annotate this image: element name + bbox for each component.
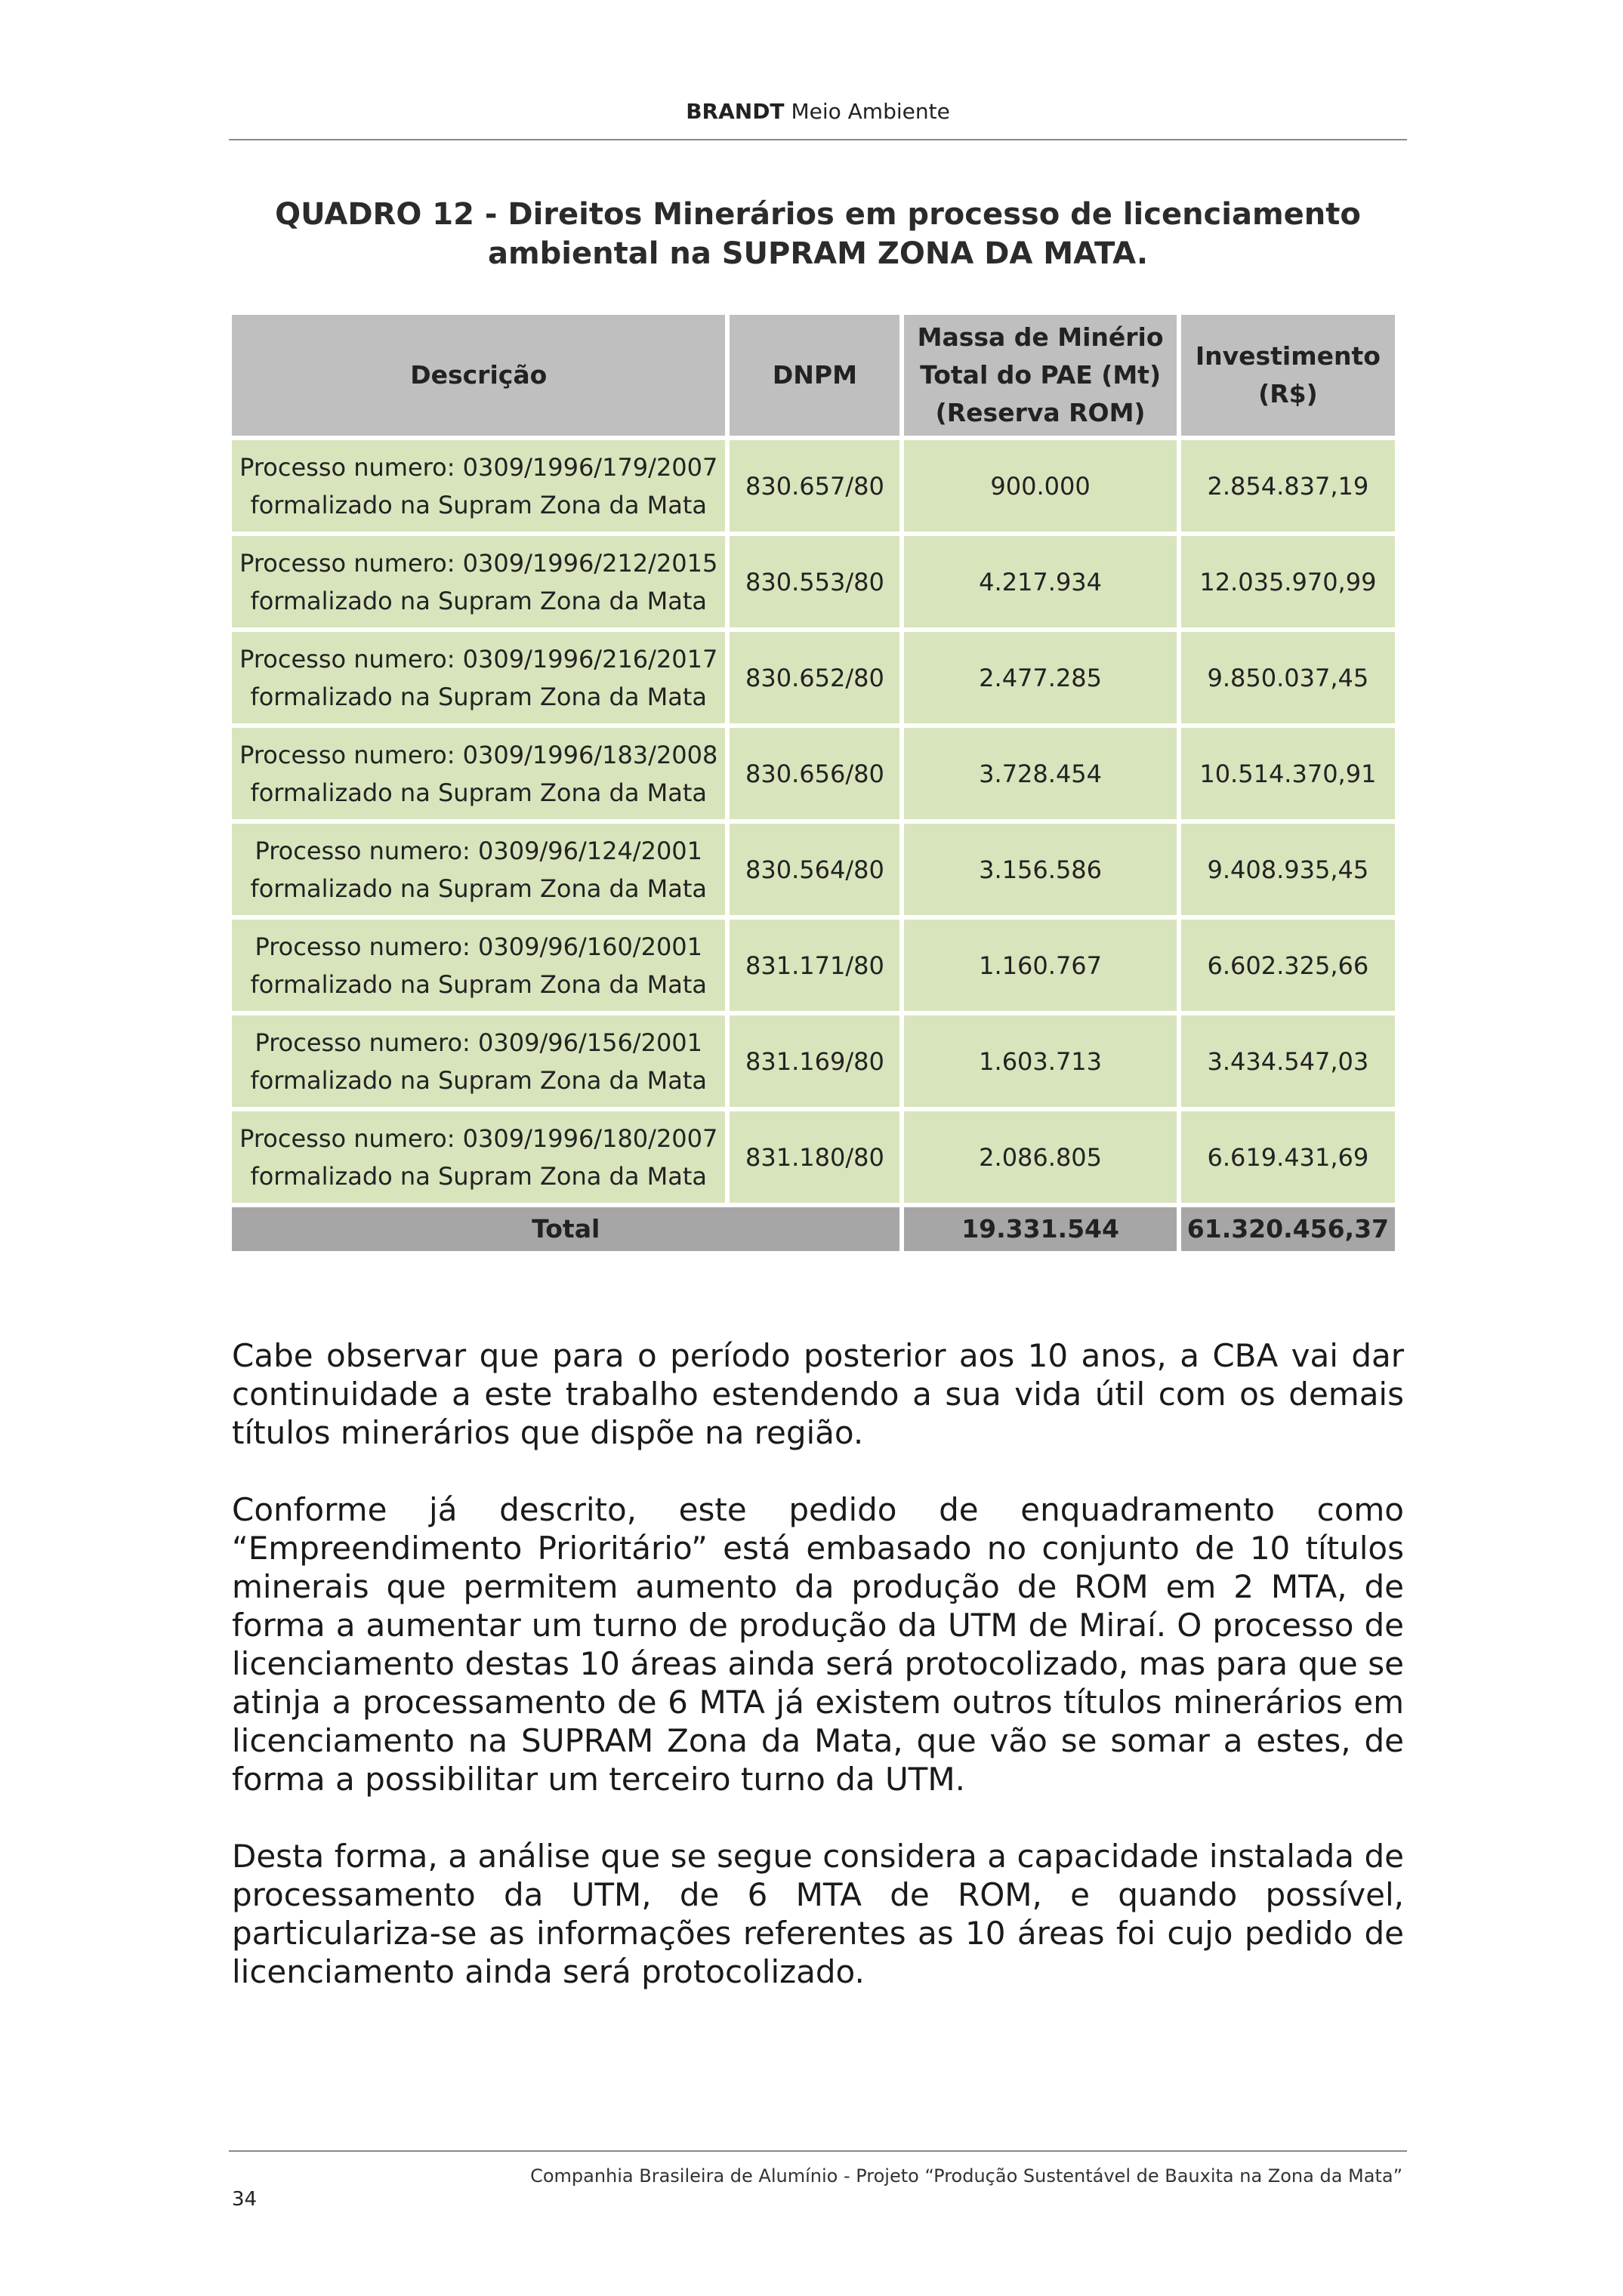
table-title-line-2: ambiental na SUPRAM ZONA DA MATA. — [487, 236, 1149, 271]
table-header-row — [232, 315, 1395, 436]
cell-massa: 1.603.713 — [904, 1015, 1176, 1107]
cell-descricao-line-2: formalizado na Supram Zona da Mata — [250, 1161, 708, 1191]
table-row — [232, 1111, 1395, 1203]
table-row — [232, 824, 1395, 915]
cell-descricao — [232, 440, 725, 532]
header-descricao: Descrição — [232, 315, 725, 436]
cell-descricao-line-2: formalizado na Supram Zona da Mata — [250, 586, 708, 615]
header-brand: BRANDT — [686, 99, 785, 124]
table-row — [232, 632, 1395, 723]
cell-investimento: 6.619.431,69 — [1181, 1111, 1395, 1203]
cell-descricao-line-1: Processo numero: 0309/1996/216/2017 — [239, 644, 718, 673]
cell-dnpm: 831.169/80 — [730, 1015, 899, 1107]
cell-investimento: 9.850.037,45 — [1181, 632, 1395, 723]
cell-descricao-line-1: Processo numero: 0309/96/124/2001 — [255, 836, 703, 865]
cell-investimento: 3.434.547,03 — [1181, 1015, 1395, 1107]
paragraph: Conforme já descrito, este pedido de enquadramento como “Empreendimento Prioritário” está embasado no conjunto de 10 títulos minerais que permitem aumento da produção de ROM em 2 MTA, de forma a aumentar um turno de produção da UTM de Miraí. O processo de licenciamento destas 10 áreas ainda será protocolizado, mas para que se atinja a processamento de 6 MTA já existem outros títulos minerários em licenciamento na SUPRAM Zona da Mata, que vão se somar a estes, de forma a possibilitar um terceiro turno da UTM. — [232, 1491, 1404, 1798]
cell-descricao — [232, 632, 725, 723]
cell-descricao-line-2: formalizado na Supram Zona da Mata — [250, 778, 708, 807]
cell-descricao — [232, 728, 725, 819]
header-massa-line-3: (Reserva ROM) — [935, 398, 1146, 427]
cell-dnpm: 831.171/80 — [730, 920, 899, 1011]
cell-descricao-line-1: Processo numero: 0309/96/160/2001 — [255, 932, 703, 961]
total-label: Total — [232, 1207, 899, 1251]
cell-massa: 2.477.285 — [904, 632, 1176, 723]
header-investimento — [1181, 315, 1395, 436]
cell-descricao-line-2: formalizado na Supram Zona da Mata — [250, 682, 708, 711]
cell-massa: 3.728.454 — [904, 728, 1176, 819]
table-row — [232, 1015, 1395, 1107]
cell-massa: 1.160.767 — [904, 920, 1176, 1011]
table-total-row — [232, 1207, 1395, 1251]
cell-descricao-line-2: formalizado na Supram Zona da Mata — [250, 1065, 708, 1095]
cell-dnpm: 830.657/80 — [730, 440, 899, 532]
paragraph: Desta forma, a análise que se segue considera a capacidade instalada de processamento da UTM, de 6 MTA de ROM, e quando possível, particulariza-se as informações referentes as 10 áreas foi cujo pedido de licenciamento ainda será protocolizado. — [232, 1838, 1404, 1990]
table-title — [229, 195, 1407, 273]
cell-investimento: 6.602.325,66 — [1181, 920, 1395, 1011]
cell-massa: 900.000 — [904, 440, 1176, 532]
cell-dnpm: 831.180/80 — [730, 1111, 899, 1203]
cell-descricao — [232, 1015, 725, 1107]
cell-descricao — [232, 1111, 725, 1203]
table-title-line-1: QUADRO 12 - Direitos Minerários em processo de licenciamento — [275, 197, 1361, 232]
cell-descricao — [232, 824, 725, 915]
cell-investimento: 2.854.837,19 — [1181, 440, 1395, 532]
cell-dnpm: 830.564/80 — [730, 824, 899, 915]
header-massa-line-1: Massa de Minério — [917, 322, 1164, 352]
cell-descricao-line-1: Processo numero: 0309/1996/212/2015 — [239, 548, 718, 578]
header-massa — [904, 315, 1176, 436]
cell-investimento: 9.408.935,45 — [1181, 824, 1395, 915]
cell-descricao-line-1: Processo numero: 0309/1996/179/2007 — [239, 452, 718, 482]
body-text — [232, 1336, 1404, 2029]
total-massa: 19.331.544 — [904, 1207, 1176, 1251]
table-row — [232, 728, 1395, 819]
cell-massa: 3.156.586 — [904, 824, 1176, 915]
cell-descricao — [232, 920, 725, 1011]
table-row — [232, 440, 1395, 532]
header-dnpm: DNPM — [730, 315, 899, 436]
cell-dnpm: 830.553/80 — [730, 536, 899, 627]
total-investimento: 61.320.456,37 — [1181, 1207, 1395, 1251]
page-footer — [229, 2150, 1407, 2187]
page-header — [229, 89, 1407, 140]
cell-investimento: 12.035.970,99 — [1181, 536, 1395, 627]
cell-descricao-line-1: Processo numero: 0309/96/156/2001 — [255, 1028, 703, 1057]
header-massa-line-2: Total do PAE (Mt) — [920, 360, 1162, 390]
cell-descricao-line-1: Processo numero: 0309/1996/183/2008 — [239, 740, 718, 769]
cell-descricao-line-1: Processo numero: 0309/1996/180/2007 — [239, 1123, 718, 1153]
table-row — [232, 536, 1395, 627]
footer-text: Companhia Brasileira de Alumínio - Projeto “Produção Sustentável de Bauxita na Zona da Mata” — [530, 2165, 1402, 2187]
header-investimento-line-1: Investimento — [1195, 341, 1381, 371]
mineral-rights-table — [227, 310, 1399, 1256]
paragraph: Cabe observar que para o período posterior aos 10 anos, a CBA vai dar continuidade a este trabalho estendendo a sua vida útil com os demais títulos minerários que dispõe na região. — [232, 1337, 1404, 1451]
cell-massa: 4.217.934 — [904, 536, 1176, 627]
cell-descricao-line-2: formalizado na Supram Zona da Mata — [250, 969, 708, 999]
table-body — [232, 440, 1395, 1203]
cell-descricao-line-2: formalizado na Supram Zona da Mata — [250, 874, 708, 903]
cell-descricao-line-2: formalizado na Supram Zona da Mata — [250, 490, 708, 519]
cell-investimento: 10.514.370,91 — [1181, 728, 1395, 819]
header-subtitle: Meio Ambiente — [791, 99, 950, 124]
cell-massa: 2.086.805 — [904, 1111, 1176, 1203]
cell-descricao — [232, 536, 725, 627]
header-investimento-line-2: (R$) — [1258, 379, 1318, 408]
page-number: 34 — [232, 2188, 258, 2211]
table-row — [232, 920, 1395, 1011]
cell-dnpm: 830.652/80 — [730, 632, 899, 723]
cell-dnpm: 830.656/80 — [730, 728, 899, 819]
